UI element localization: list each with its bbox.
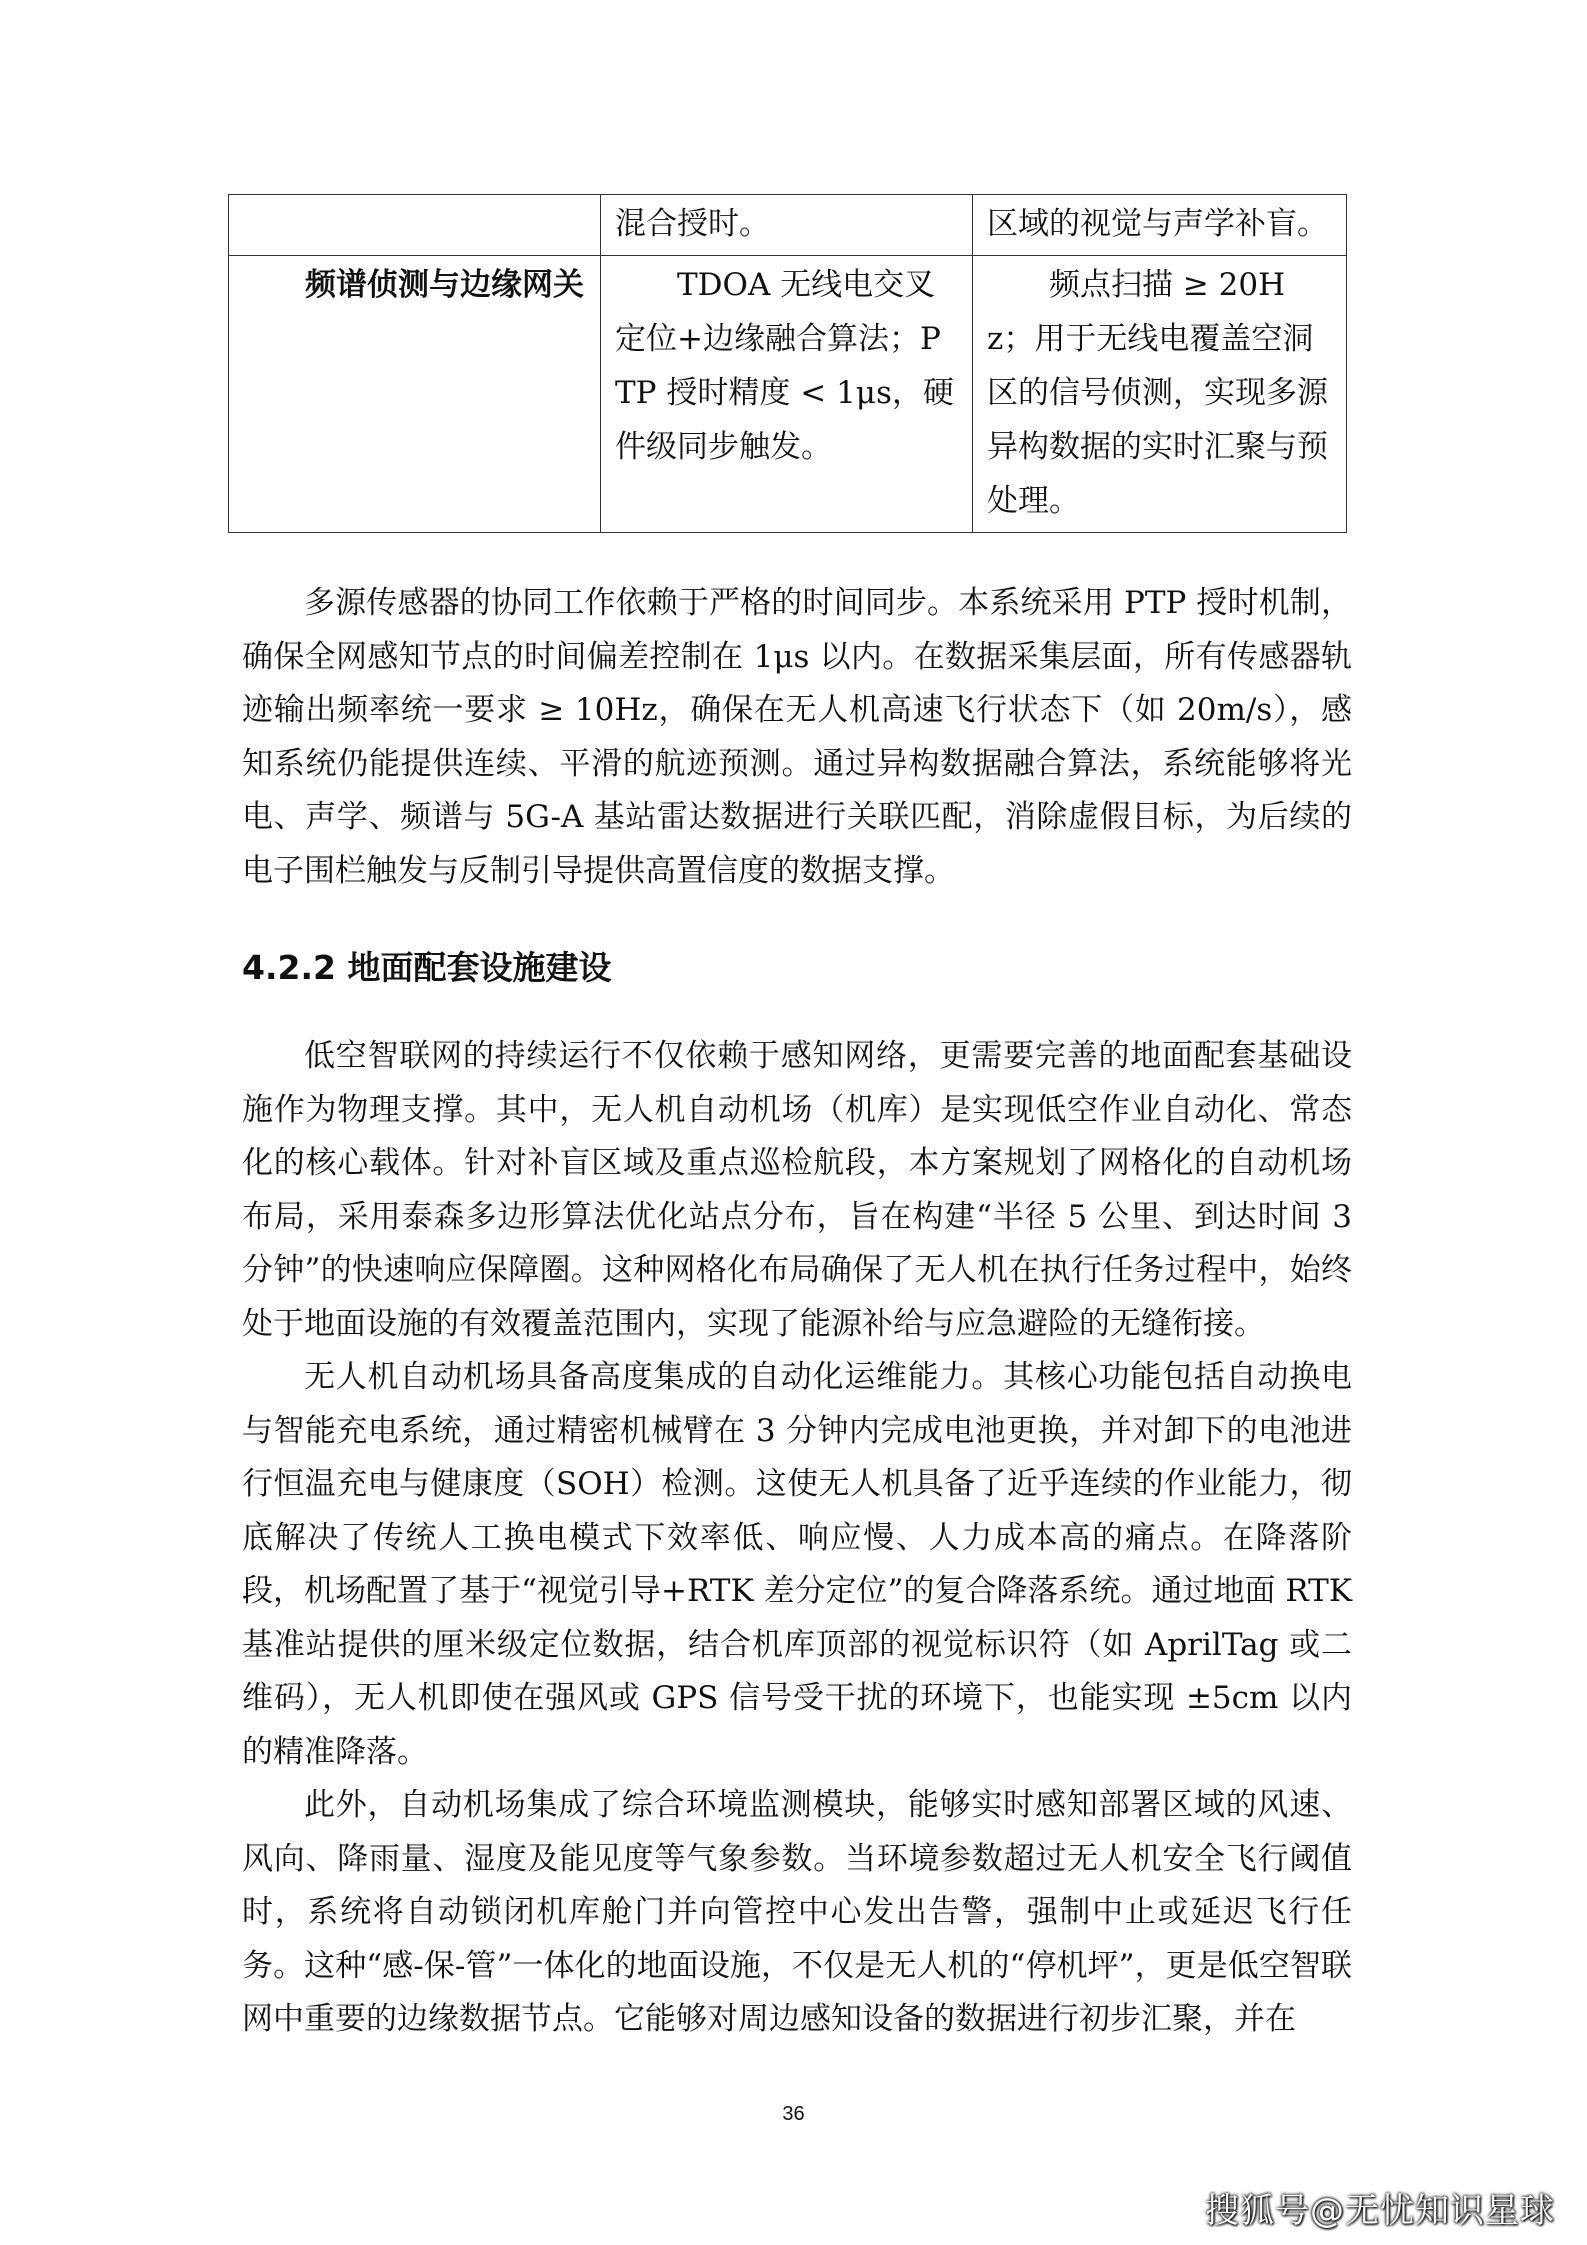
table-row: [229, 256, 1347, 533]
section-heading: 4.2.2 地面配套设施建设: [242, 948, 612, 987]
table-cell: TDOA 无线电交叉定位+边缘融合算法；PTP 授时精度 < 1μs，硬件级同步触发。: [601, 256, 973, 533]
table-cell: 频点扫描 ≥ 20Hz；用于无线电覆盖空洞区的信号侦测，实现多源异构数据的实时汇聚与预处理。: [973, 256, 1347, 533]
paragraph: 多源传感器的协同工作依赖于严格的时间同步。本系统采用 PTP 授时机制，确保全网感知节点的时间偏差控制在 1μs 以内。在数据采集层面，所有传感器轨迹输出频率统一要求 ≥ 10Hz，确保在无人机高速飞行状态下（如 20m/s），感知系统仍能提供连续、平滑的航迹预测。通过异构数据融合算法，系统能够将光电、声学、频谱与 5G-A 基站雷达数据进行关联匹配，消除虚假目标，为后续的电子围栏触发与反制引导提供高置信度的数据支撑。: [242, 585, 1352, 889]
watermark: 搜狐号@无忧知识星球: [1205, 2191, 1555, 2231]
table-cell: 频谱侦测与边缘网关: [229, 256, 601, 533]
table-cell: 混合授时。: [601, 195, 973, 256]
paragraph: 此外，自动机场集成了综合环境监测模块，能够实时感知部署区域的风速、风向、降雨量、湿度及能见度等气象参数。当环境参数超过无人机安全飞行阈值时，系统将自动锁闭机库舱门并向管控中心发出告警，强制中止或延迟飞行任务。这种“感-保-管”一体化的地面设施，不仅是无人机的“停机坪”，更是低空智联网中重要的边缘数据节点。它能够对周边感知设备的数据进行初步汇聚，并在: [242, 1787, 1352, 2037]
table-row: [229, 195, 1347, 256]
table-cell: [229, 195, 601, 256]
paragraph: 低空智联网的持续运行不仅依赖于感知网络，更需要完善的地面配套基础设施作为物理支撑。其中，无人机自动机场（机库）是实现低空作业自动化、常态化的核心载体。针对补盲区域及重点巡检航段，本方案规划了网格化的自动机场布局，采用泰森多边形算法优化站点分布，旨在构建“半径 5 公里、到达时间 3 分钟”的快速响应保障圈。这种网格化布局确保了无人机在执行任务过程中，始终处于地面设施的有效覆盖范围内，实现了能源补给与应急避险的无缝衔接。: [242, 1038, 1352, 1342]
spec-table: [228, 194, 1347, 533]
table-cell: 区域的视觉与声学补盲。: [973, 195, 1347, 256]
page-number: 36: [782, 2103, 805, 2125]
intro-text: [242, 577, 1352, 898]
paragraph: 无人机自动机场具备高度集成的自动化运维能力。其核心功能包括自动换电与智能充电系统，通过精密机械臂在 3 分钟内完成电池更换，并对卸下的电池进行恒温充电与健康度（SOH）检测。这使无人机具备了近乎连续的作业能力，彻底解决了传统人工换电模式下效率低、响应慢、人力成本高的痛点。在降落阶段，机场配置了基于“视觉引导+RTK 差分定位”的复合降落系统。通过地面 RTK 基准站提供的厘米级定位数据，结合机库顶部的视觉标识符（如 AprilTag 或二维码），无人机即使在强风或 GPS 信号受干扰的环境下，也能实现 ±5cm 以内的精准降落。: [242, 1359, 1352, 1770]
section-body: [242, 1030, 1352, 2047]
